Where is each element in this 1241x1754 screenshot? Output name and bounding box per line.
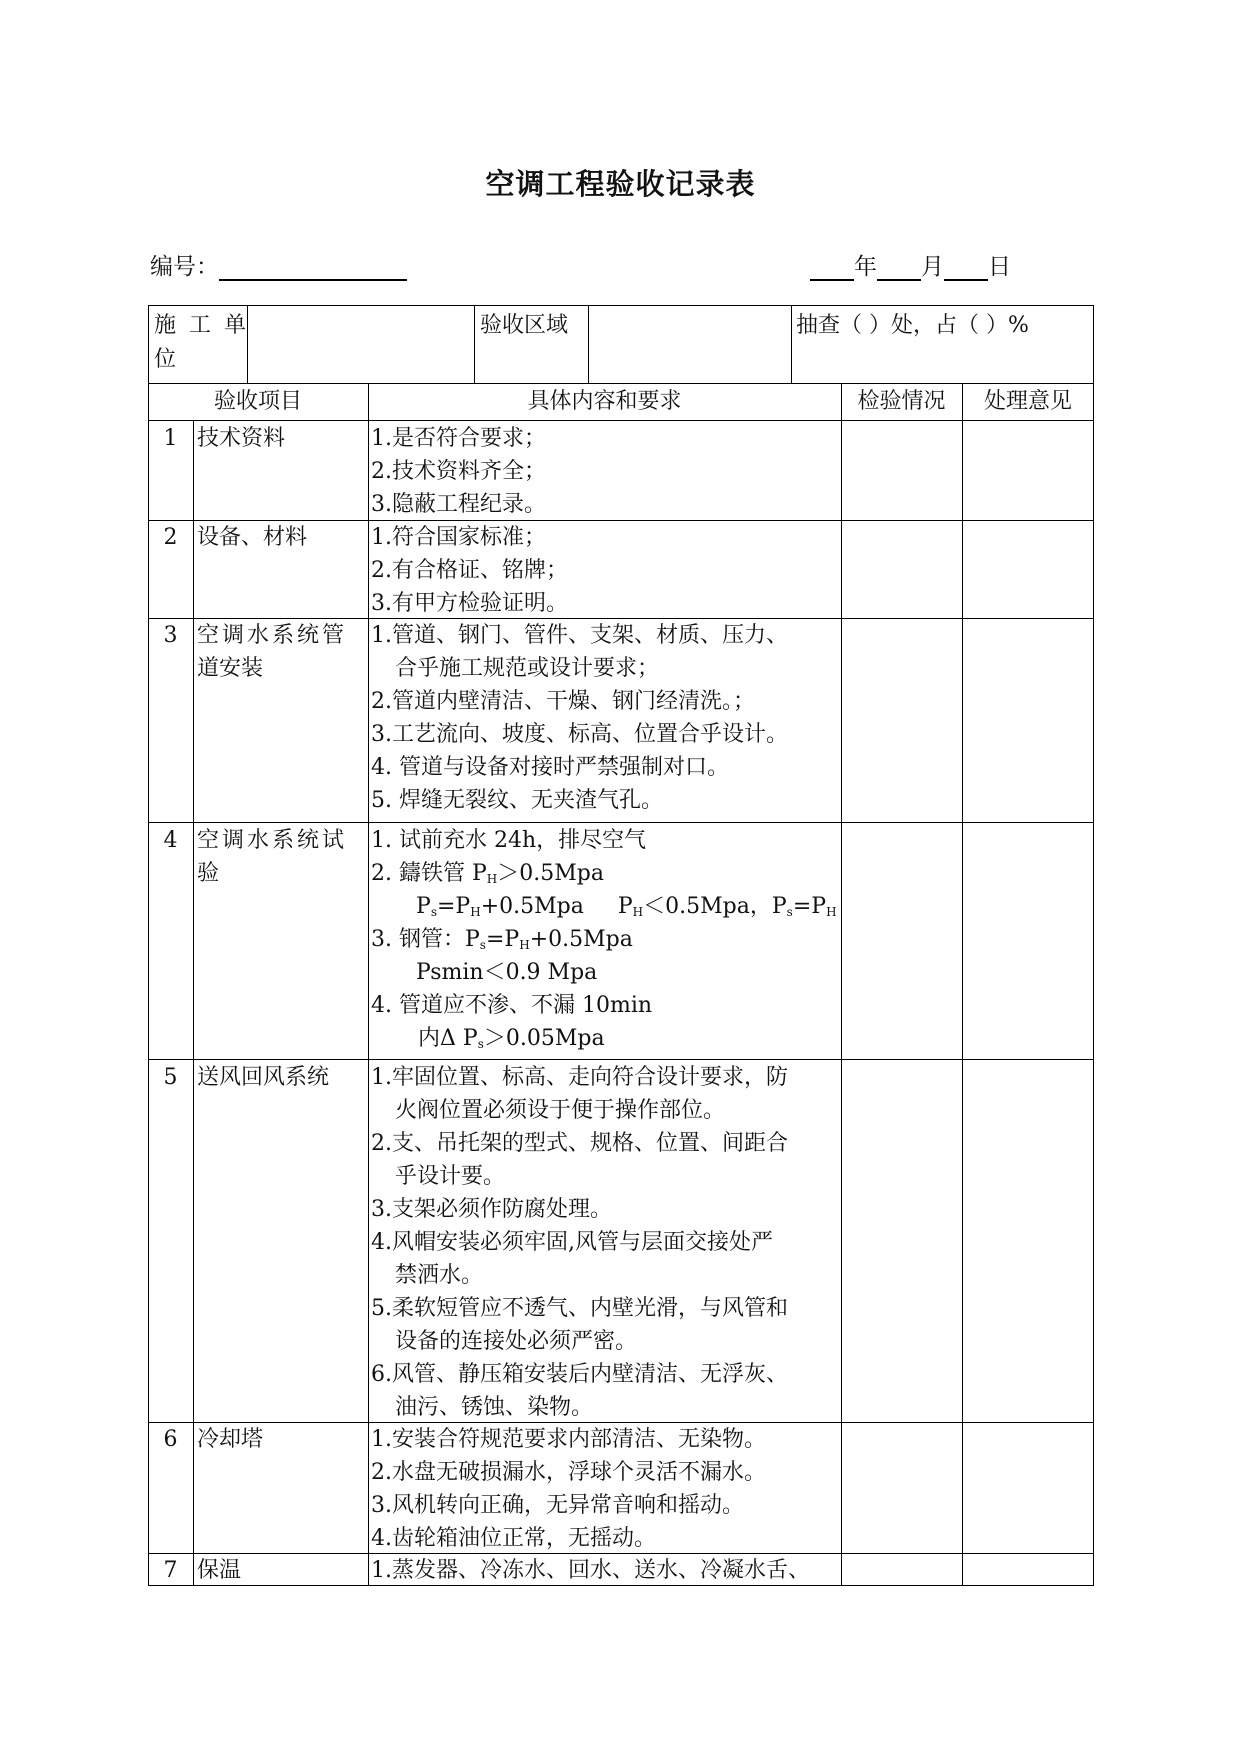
- item-line: 3.支架必须作防腐处理。: [371, 1197, 612, 1222]
- item-line: 2.有合格证、铭牌；: [371, 558, 568, 583]
- item-line: 1.蒸发器、冷冻水、回水、送水、冷凝水舌、: [371, 1558, 810, 1583]
- day-blank: [944, 257, 988, 281]
- table-border-right: [1093, 305, 1094, 1586]
- subscript: H: [632, 905, 644, 919]
- row-divider: [148, 822, 1094, 823]
- table-border-left: [148, 305, 149, 1586]
- item-line: 3.工艺流向、坡度、标高、位置合乎设计。: [371, 722, 788, 747]
- form-date: [810, 248, 1011, 281]
- col-divider: [474, 305, 475, 383]
- item-name-cont: 验: [197, 861, 220, 886]
- item-line: 4.风帽安装必须牢固,风管与层面交接处严: [371, 1230, 773, 1255]
- item-line: 3.有甲方检验证明。: [371, 591, 568, 616]
- col-header-opinion: 处理意见: [983, 389, 1072, 414]
- item-name: 技术资料: [197, 426, 286, 451]
- item-no: 5: [163, 1065, 178, 1090]
- formula-text: +0.5Mpa: [529, 927, 633, 952]
- col-divider: [962, 383, 963, 1586]
- day-label: 日: [988, 254, 1011, 280]
- col-header-content: 具体内容和要求: [527, 389, 682, 414]
- item-no: 1: [163, 426, 178, 451]
- form-number-blank: [219, 257, 407, 281]
- item-line: 1.符合国家标准；: [371, 525, 546, 550]
- formula-text: ＞0.5Mpa: [497, 861, 604, 886]
- item-name: 空调水系统管: [197, 623, 348, 648]
- subscript: s: [430, 905, 437, 919]
- item-name-cont: 道安装: [197, 656, 264, 681]
- subscript: s: [477, 1037, 484, 1051]
- col-header-item: 验收项目: [213, 389, 302, 414]
- subscript: H: [486, 872, 498, 886]
- item-no: 4: [163, 828, 178, 853]
- formula-text: P: [416, 894, 431, 919]
- sample-label: 抽查（ ）处，占（ ）%: [796, 313, 1029, 338]
- item-line: 4. 管道应不渗、不漏 10min: [371, 993, 653, 1018]
- item-name: 空调水系统试: [197, 828, 348, 853]
- item-line: 3.风机转向正确，无异常音响和摇动。: [371, 1493, 744, 1518]
- month-blank: [877, 257, 921, 281]
- col-divider: [368, 383, 369, 1586]
- subscript: H: [470, 905, 481, 919]
- item-line: 1.安装合符规范要求内部清洁、无染物。: [371, 1427, 766, 1452]
- formula-text: +0.5Mpa: [480, 894, 584, 919]
- item-no: 2: [163, 525, 178, 550]
- item-line: 油污、锈蚀、染物。: [395, 1395, 594, 1420]
- item-line: 火阀位置必须设于便于操作部位。: [395, 1098, 726, 1123]
- item-line: 合乎施工规范或设计要求；: [395, 656, 660, 681]
- month-label: 月: [921, 254, 944, 280]
- unit-label-cont: 位: [154, 347, 177, 372]
- row-divider: [148, 1059, 1094, 1060]
- item-line: 6.风管、静压箱安装后内壁清洁、无浮灰、: [371, 1362, 788, 1387]
- subscript: s: [479, 938, 486, 952]
- item-line: 1.牢固位置、标高、走向符合设计要求，防: [371, 1065, 788, 1090]
- item-line: 1. 试前充水 24h，排尽空气: [371, 828, 647, 853]
- formula-text: ＞0.05Mpa: [483, 1026, 605, 1051]
- formula-text: 3. 钢管：P: [371, 927, 480, 952]
- col-header-result: 检验情况: [857, 389, 946, 414]
- item-line: 乎设计要。: [395, 1164, 506, 1189]
- unit-label: 施 工 单: [154, 313, 249, 338]
- item-name: 送风回风系统: [197, 1065, 330, 1090]
- inspection-table: [148, 305, 1094, 1586]
- item-name: 设备、材料: [197, 525, 308, 550]
- item-line: 5.柔软短管应不透气、内壁光滑，与风管和: [371, 1296, 788, 1321]
- form-number: [150, 248, 407, 281]
- item-line: 1.管道、钢门、管件、支架、材质、压力、: [371, 623, 788, 648]
- item-line: 1.是否符合要求；: [371, 426, 546, 451]
- item-line: 2.水盘无破损漏水，浮球个灵活不漏水。: [371, 1460, 766, 1485]
- col-divider: [841, 383, 842, 1586]
- item-line: [418, 1022, 605, 1061]
- year-label: 年: [854, 254, 877, 280]
- row-divider: [148, 420, 1094, 421]
- col-divider: [193, 420, 194, 1586]
- page-title: 空调工程验收记录表: [485, 167, 756, 201]
- form-number-label: 编号：: [150, 254, 219, 280]
- area-label: 验收区域: [480, 313, 569, 338]
- item-line: Psmin＜0.9 Mpa: [416, 960, 598, 985]
- col-divider: [588, 305, 589, 383]
- item-no: 7: [163, 1558, 178, 1583]
- subscript: H: [519, 938, 530, 952]
- formula-text: 内Δ P: [418, 1026, 478, 1051]
- table-border-top: [148, 305, 1094, 306]
- formula-text: =P: [485, 927, 520, 952]
- formula-text: 2. 鑄铁管 P: [371, 861, 487, 886]
- item-no: 6: [163, 1427, 178, 1452]
- formula-text: P: [617, 894, 633, 919]
- year-blank: [810, 257, 854, 281]
- item-line: 2.支、吊托架的型式、规格、位置、间距合: [371, 1131, 788, 1156]
- subscript: s: [786, 905, 793, 919]
- formula-text: =P: [792, 894, 827, 919]
- item-name: 保温: [197, 1558, 242, 1583]
- formula-text: =P: [436, 894, 471, 919]
- subscript: H: [826, 905, 837, 919]
- item-line: 2.技术资料齐全；: [371, 459, 546, 484]
- item-name: 冷却塔: [197, 1427, 264, 1452]
- item-line: 设备的连接处必须严密。: [395, 1329, 638, 1354]
- item-line: 5. 焊缝无裂纹、无夹渣气孔。: [371, 788, 663, 813]
- item-line: 3.隐蔽工程纪录。: [371, 492, 546, 517]
- item-line: 2.管道内壁清洁、干燥、钢门经清洗。；: [371, 689, 755, 714]
- item-line: 4.齿轮箱油位正常，无摇动。: [371, 1526, 656, 1551]
- item-line: 4. 管道与设备对接时严禁强制对口。: [371, 755, 729, 780]
- row-divider: [148, 383, 1094, 384]
- col-divider: [791, 305, 792, 383]
- item-line: 禁洒水。: [395, 1263, 484, 1288]
- formula-text: ＜0.5Mpa，P: [643, 894, 787, 919]
- item-no: 3: [163, 623, 178, 648]
